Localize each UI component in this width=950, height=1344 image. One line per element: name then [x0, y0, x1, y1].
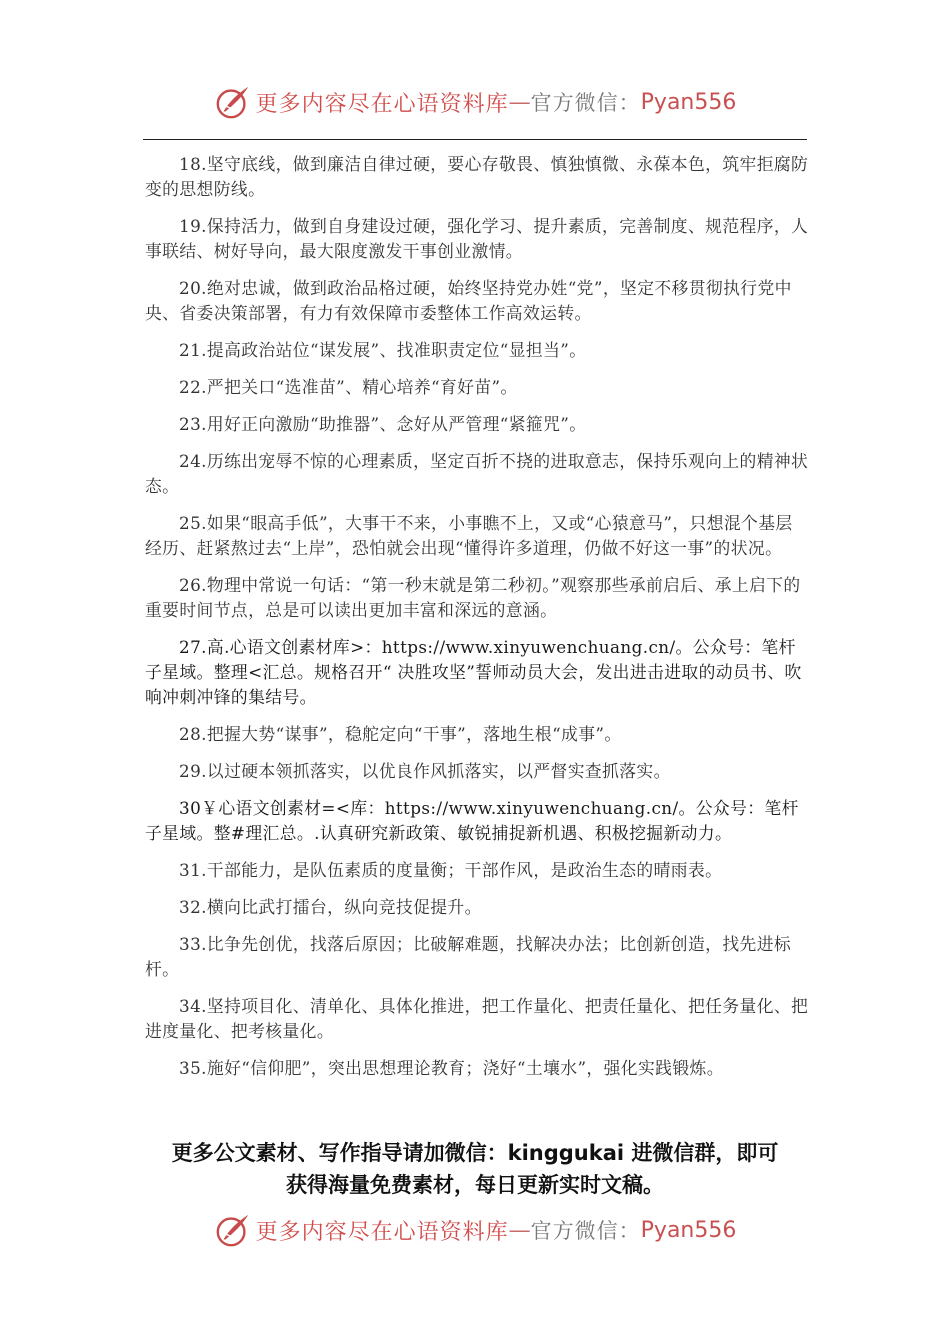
footer-note [0, 1137, 950, 1201]
banner-slogan: 更多内容尽在心语资料库 [255, 91, 509, 117]
paragraph-23: 23.用好正向激励“助推器”、念好从严管理“紧箍咒”。 [179, 414, 587, 434]
quill-logo-icon [214, 1211, 252, 1249]
banner-wechat-label: 官方微信： [530, 91, 641, 115]
header-banner-content [214, 83, 737, 121]
paragraph-35: 35.施好“信仰肥”，突出思想理论教育；浇好“土壤水”，强化实践锻炼。 [179, 1058, 724, 1078]
footer-note-line-1: 更多公文素材、写作指导请加微信：kinggukai 进微信群，即可 [171, 1141, 779, 1165]
paragraph-33: 33.比争先创优，找落后原因；比破解难题，找解决办法；比创新创造，找先进标杆。 [145, 934, 792, 979]
paragraph-19: 19.保持活力，做到自身建设过硬，强化学习、提升素质，完善制度、规范程序，人事联结、树好导向，最大限度激发干事创业激情。 [145, 216, 809, 261]
paragraph-29: 29.以过硬本领抓落实，以优良作风抓落实，以严督实查抓落实。 [179, 761, 671, 781]
paragraph-18: 18.坚守底线，做到廉洁自律过硬，要心存敬畏、慎独慎微、永葆本色，筑牢拒腐防变的思想防线。 [145, 154, 809, 199]
paragraph-24: 24.历练出宠辱不惊的心理素质，坚定百折不挠的进取意志，保持乐观向上的精神状态。 [145, 451, 809, 496]
paragraph-28: 28.把握大势“谋事”，稳舵定向“干事”，落地生根“成事”。 [179, 724, 622, 744]
paragraph-32: 32.横向比武打擂台，纵向竞技促提升。 [179, 897, 482, 917]
banner-wechat-label: 官方微信： [530, 1219, 641, 1243]
paragraph-31: 31.干部能力，是队伍素质的度量衡；干部作风，是政治生态的晴雨表。 [179, 860, 723, 880]
footer-banner [0, 1210, 950, 1250]
paragraph-27: 27.高.心语文创素材库>：https://www.xinyuwenchuang.cn/。公众号：笔杆子星域。整理<汇总。规格召开“ 决胜攻坚”誓师动员大会，发出进击进取的动员书、吹响冲刺冲锋的集结号。 [145, 637, 802, 707]
paragraph-20: 20.绝对忠诚，做到政治品格过硬，始终坚持党办姓“党”，坚定不移贯彻执行党中央、省委决策部署，有力有效保障市委整体工作高效运转。 [145, 278, 792, 323]
banner-wechat-id: Pyan556 [640, 1217, 737, 1243]
paragraph-25: 25.如果“眼高手低”，大事干不来，小事瞧不上，又或“心猿意马”，只想混个基层经历、赶紧熬过去“上岸”，恐怕就会出现“懂得许多道理，仍做不好这一事”的状况。 [145, 513, 793, 558]
header-banner [0, 82, 950, 122]
quill-logo-icon [214, 83, 252, 121]
paragraph-26: 26.物理中常说一句话：“第一秒末就是第二秒初。”观察那些承前启后、承上启下的重要时间节点，总是可以读出更加丰富和深远的意涵。 [145, 575, 801, 620]
banner-wechat-id: Pyan556 [640, 89, 737, 115]
paragraph-34: 34.坚持项目化、清单化、具体化推进，把工作量化、把责任量化、把任务量化、把进度量化、把考核量化。 [145, 996, 809, 1041]
footer-note-line-2: 获得海量免费素材，每日更新实时文稿。 [286, 1173, 664, 1197]
document-body [145, 152, 809, 1093]
paragraph-22: 22.严把关口“选准苗”、精心培养“育好苗”。 [179, 377, 518, 397]
banner-slogan: 更多内容尽在心语资料库 [255, 1219, 509, 1245]
header-divider [143, 139, 807, 140]
footer-banner-content [214, 1211, 737, 1249]
paragraph-30: 30￥心语文创素材=<库：https://www.xinyuwenchuang.cn/。公众号：笔杆子星域。整#理汇总。.认真研究新政策、敏锐捕捉新机遇、积极挖掘新动力。 [145, 798, 799, 843]
banner-dash: — [508, 89, 531, 115]
banner-dash: — [508, 1217, 531, 1243]
paragraph-21: 21.提高政治站位“谋发展”、找准职责定位“显担当”。 [179, 340, 587, 360]
